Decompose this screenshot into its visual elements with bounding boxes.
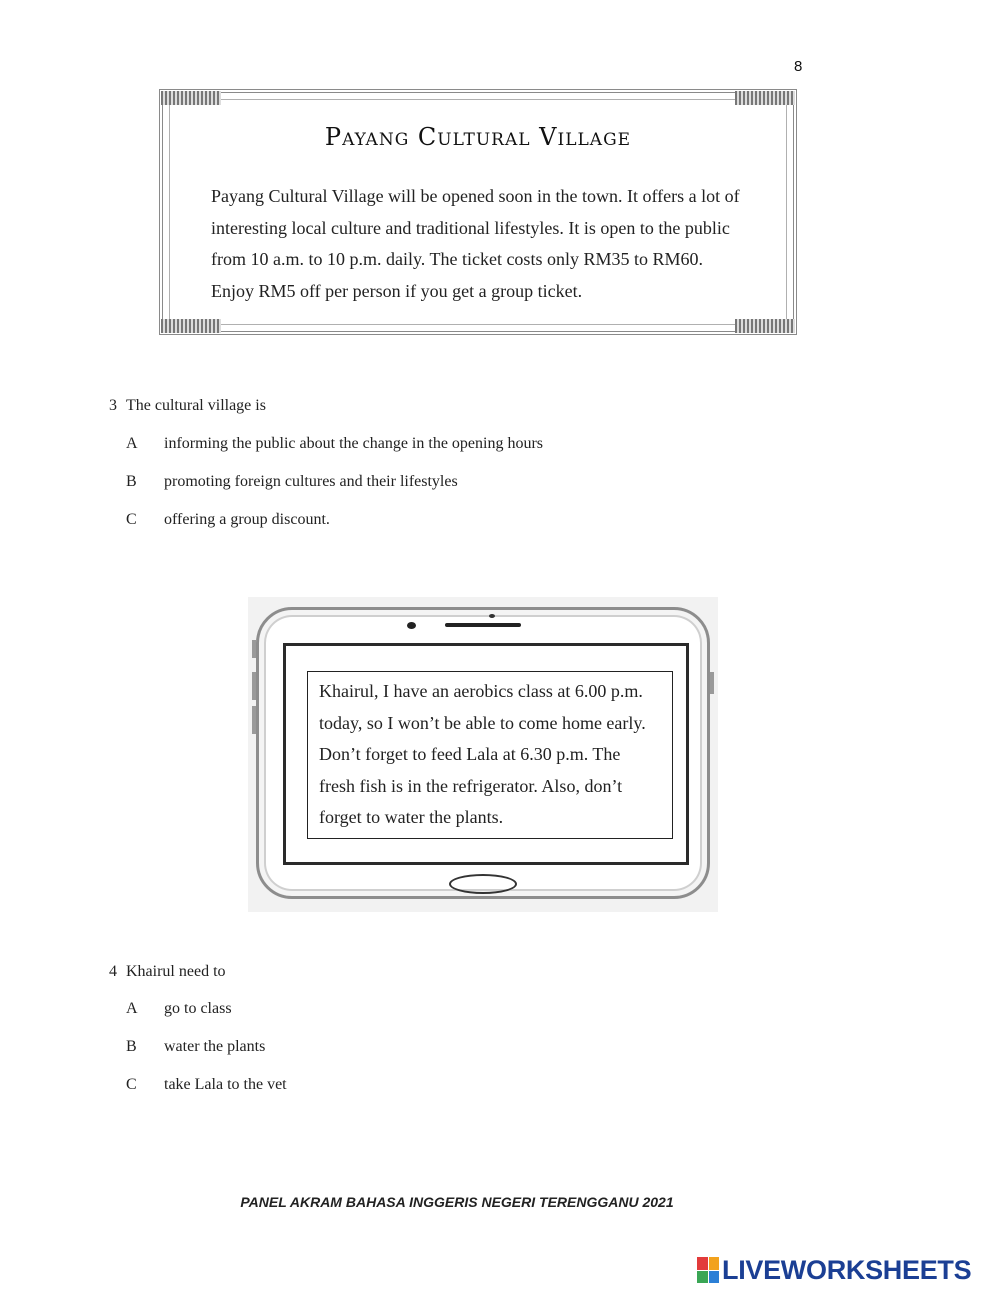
option-letter: A bbox=[126, 435, 138, 452]
page-number: 8 bbox=[794, 58, 803, 75]
logo-square bbox=[697, 1257, 708, 1270]
option-letter: C bbox=[126, 1076, 137, 1093]
option-text: go to class bbox=[164, 1000, 232, 1017]
phone-side-button bbox=[710, 672, 714, 694]
notice-body bbox=[211, 181, 765, 307]
liveworksheets-brand[interactable] bbox=[697, 1255, 971, 1285]
question-3-option-b[interactable] bbox=[126, 473, 458, 491]
phone-side-button bbox=[252, 640, 256, 658]
home-button-icon bbox=[449, 874, 517, 894]
liveworksheets-logo-icon bbox=[697, 1257, 719, 1283]
frame-ornament bbox=[161, 91, 221, 105]
option-letter: C bbox=[126, 511, 137, 528]
option-text: take Lala to the vet bbox=[164, 1076, 287, 1093]
question-4-option-c[interactable] bbox=[126, 1076, 287, 1094]
question-4 bbox=[109, 963, 226, 981]
option-text: informing the public about the change in the opening hours bbox=[164, 435, 544, 452]
message-line: forget to water the plants. bbox=[319, 807, 504, 827]
phone-body bbox=[256, 607, 710, 899]
logo-square bbox=[709, 1257, 720, 1270]
message-line: Don’t forget to feed Lala at 6.30 p.m. The bbox=[319, 744, 621, 764]
notice-frame bbox=[159, 89, 797, 335]
notice-line: Payang Cultural Village will be opened soon in the town. It offers a lot of bbox=[211, 186, 740, 206]
option-letter: B bbox=[126, 1038, 137, 1055]
question-3-option-a[interactable] bbox=[126, 435, 543, 453]
speaker-icon bbox=[445, 623, 521, 627]
phone-sensor bbox=[489, 614, 495, 618]
page-footer: PANEL AKRAM BAHASA INGGERIS NEGERI TERENGGANU 2021 bbox=[240, 1194, 674, 1210]
question-number: 3 bbox=[109, 397, 117, 414]
message-line: Khairul, I have an aerobics class at 6.00 p.m. bbox=[319, 681, 643, 701]
logo-square bbox=[697, 1271, 708, 1284]
option-letter: B bbox=[126, 473, 137, 490]
option-text: offering a group discount. bbox=[164, 511, 330, 528]
phone-screen bbox=[283, 643, 689, 865]
option-text: water the plants bbox=[164, 1038, 266, 1055]
option-letter: A bbox=[126, 1000, 138, 1017]
frame-ornament bbox=[735, 91, 795, 105]
question-4-option-b[interactable] bbox=[126, 1038, 265, 1056]
question-stem: The cultural village is bbox=[126, 397, 266, 414]
question-4-option-a[interactable] bbox=[126, 1000, 232, 1018]
notice-line: interesting local culture and traditional lifestyles. It is open to the public bbox=[211, 217, 730, 238]
notice-line: from 10 a.m. to 10 p.m. daily. The ticket costs only RM35 to RM60. bbox=[211, 249, 703, 269]
question-stem: Khairul need to bbox=[126, 963, 226, 980]
question-number: 4 bbox=[109, 963, 117, 980]
message-line: fresh fish is in the refrigerator. Also, don’t bbox=[319, 775, 623, 796]
phone-side-button bbox=[252, 706, 256, 734]
phone-illustration bbox=[248, 597, 718, 912]
question-3 bbox=[109, 397, 266, 415]
frame-ornament bbox=[735, 319, 795, 333]
phone-message bbox=[307, 671, 673, 839]
message-line: today, so I won’t be able to come home early. bbox=[319, 712, 646, 733]
notice-line: Enjoy RM5 off per person if you get a group ticket. bbox=[211, 280, 583, 301]
question-3-option-c[interactable] bbox=[126, 511, 330, 529]
phone-side-button bbox=[252, 672, 256, 700]
notice-title: Payang Cultural Village bbox=[324, 123, 632, 151]
brand-name: LIVEWORKSHEETS bbox=[722, 1254, 972, 1285]
camera-icon bbox=[407, 622, 416, 629]
option-text: promoting foreign cultures and their lifestyles bbox=[164, 473, 458, 490]
frame-ornament bbox=[161, 319, 221, 333]
logo-square bbox=[709, 1271, 720, 1284]
